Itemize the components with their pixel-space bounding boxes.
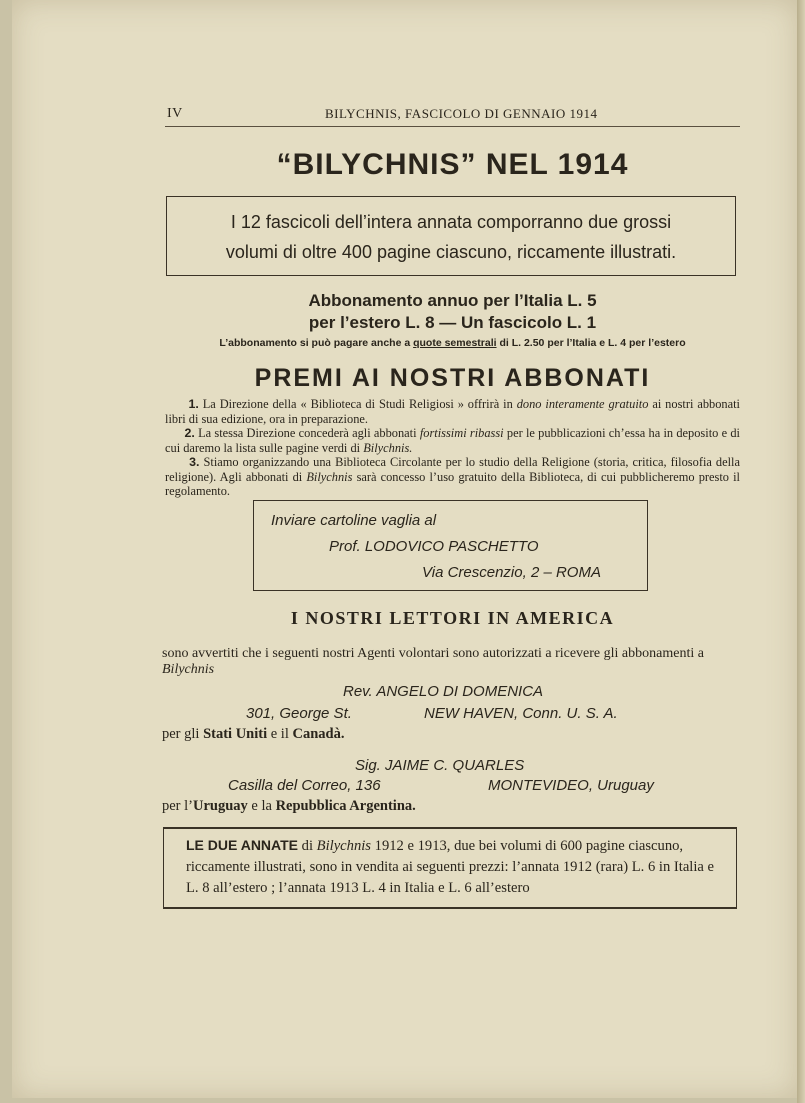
agent1-city: NEW HAVEN, Conn. U. S. A.	[424, 705, 618, 722]
intro-text: sono avvertiti che i seguenti nostri Agenti volontari sono autorizzati a ricevere gli abbonamenti a	[162, 646, 704, 661]
annate-box	[163, 827, 737, 909]
item-text: Stiamo organizzando una Biblioteca Circolante per lo studio della Religione (storia, critica, filosofia della religione). Agli abbonati di	[165, 455, 740, 484]
agent2-street: Casilla del Correo, 136	[228, 777, 381, 794]
subscription-line-1: Abbonamento annuo per l’Italia L. 5	[308, 291, 597, 310]
region-text: per gli	[162, 726, 200, 742]
region-text: e la	[251, 798, 272, 814]
address-line-1: Inviare cartoline vaglia al	[271, 512, 437, 529]
intro-line-1: I 12 fascicoli dell’intera annata comporranno due grossi	[230, 212, 672, 232]
annate-text: di	[301, 838, 314, 854]
annate-text: 1912 e 1913, due bei volumi di 600 pagine ciascuno, riccamente illustrati, sono in vendita ai seguenti prezzi: l’annata 1912 (rara) L. 6 in Italia e L. 8 all’estero ; l’annata 1913 L. 4 in Italia e L. 6 all’estero	[186, 838, 715, 896]
item-text: ai nostri abbonati libri di sua edizione, ora in preparazione.	[165, 397, 740, 426]
list-item	[165, 397, 740, 426]
agent1-region	[162, 726, 344, 743]
page-edge	[797, 0, 805, 1103]
intro-line-2: volumi di oltre 400 pagine ciascuno, riccamente illustrati.	[225, 242, 677, 262]
agent1-street: 301, George St.	[246, 705, 352, 722]
item-italic: Bilychnis	[306, 469, 353, 484]
america-intro	[162, 646, 742, 678]
item-number: 3.	[189, 455, 200, 469]
page-title: “BILYCHNIS” NEL 1914	[276, 148, 629, 181]
region-bold: Canadà.	[292, 726, 345, 742]
item-text: sarà concesso l’uso gratuito della Biblioteca, di cui pubblicheremo presto il regolamento.	[165, 469, 740, 498]
agent1-name: Rev. ANGELO DI DOMENICA	[343, 683, 544, 700]
agent2-name: Sig. JAIME C. QUARLES	[355, 757, 525, 774]
list-item	[165, 426, 740, 455]
item-italic: Bilychnis.	[363, 440, 413, 455]
intro-italic: Bilychnis	[162, 662, 215, 677]
region-bold: Uruguay	[193, 798, 248, 814]
subscription-info	[165, 290, 740, 334]
running-header	[165, 104, 740, 127]
premi-list	[165, 397, 740, 499]
item-number: 2.	[184, 426, 195, 440]
item-italic: dono interamente gratuito	[516, 397, 649, 411]
item-number: 1.	[188, 397, 199, 411]
page-number: IV	[167, 106, 183, 121]
region-text: e il	[270, 726, 289, 742]
item-text: La stessa Direzione concederà agli abbonati	[198, 426, 417, 440]
region-bold: Stati Uniti	[203, 726, 268, 742]
note-after: di L. 2.50 per l’Italia e L. 4 per l’estero	[499, 337, 686, 349]
region-bold: Repubblica Argentina.	[275, 798, 416, 814]
address-box	[253, 500, 648, 591]
region-text: per l’	[162, 798, 193, 814]
subscription-note	[165, 337, 740, 349]
subscription-line-2: per l’estero L. 8 — Un fascicolo L. 1	[308, 313, 597, 332]
agent2-city: MONTEVIDEO, Uruguay	[488, 777, 654, 794]
annate-italic: Bilychnis	[316, 838, 371, 854]
item-text: per le pubblicazioni ch’essa ha in deposito e di cui daremo la lista sulle pagine verdi di	[165, 426, 740, 455]
annate-lead: LE DUE ANNATE	[186, 837, 298, 853]
note-before: L’abbonamento si può pagare anche a	[219, 337, 411, 349]
america-heading: I NOSTRI LETTORI IN AMERICA	[290, 608, 615, 628]
list-item	[165, 455, 740, 499]
intro-box	[166, 196, 736, 276]
agent2-region	[162, 798, 416, 815]
address-line-2: Prof. LODOVICO PASCHETTO	[329, 538, 539, 555]
item-text: La Direzione della « Biblioteca di Studi Religiosi » offrirà in	[202, 397, 513, 411]
premi-heading: PREMI AI NOSTRI ABBONATI	[254, 364, 651, 392]
note-underlined: quote semestrali	[413, 337, 497, 349]
item-italic: fortissimi ribassi	[419, 426, 504, 440]
running-title: BILYCHNIS, FASCICOLO DI GENNAIO 1914	[325, 106, 598, 121]
address-line-3: Via Crescenzio, 2 – ROMA	[422, 564, 601, 581]
